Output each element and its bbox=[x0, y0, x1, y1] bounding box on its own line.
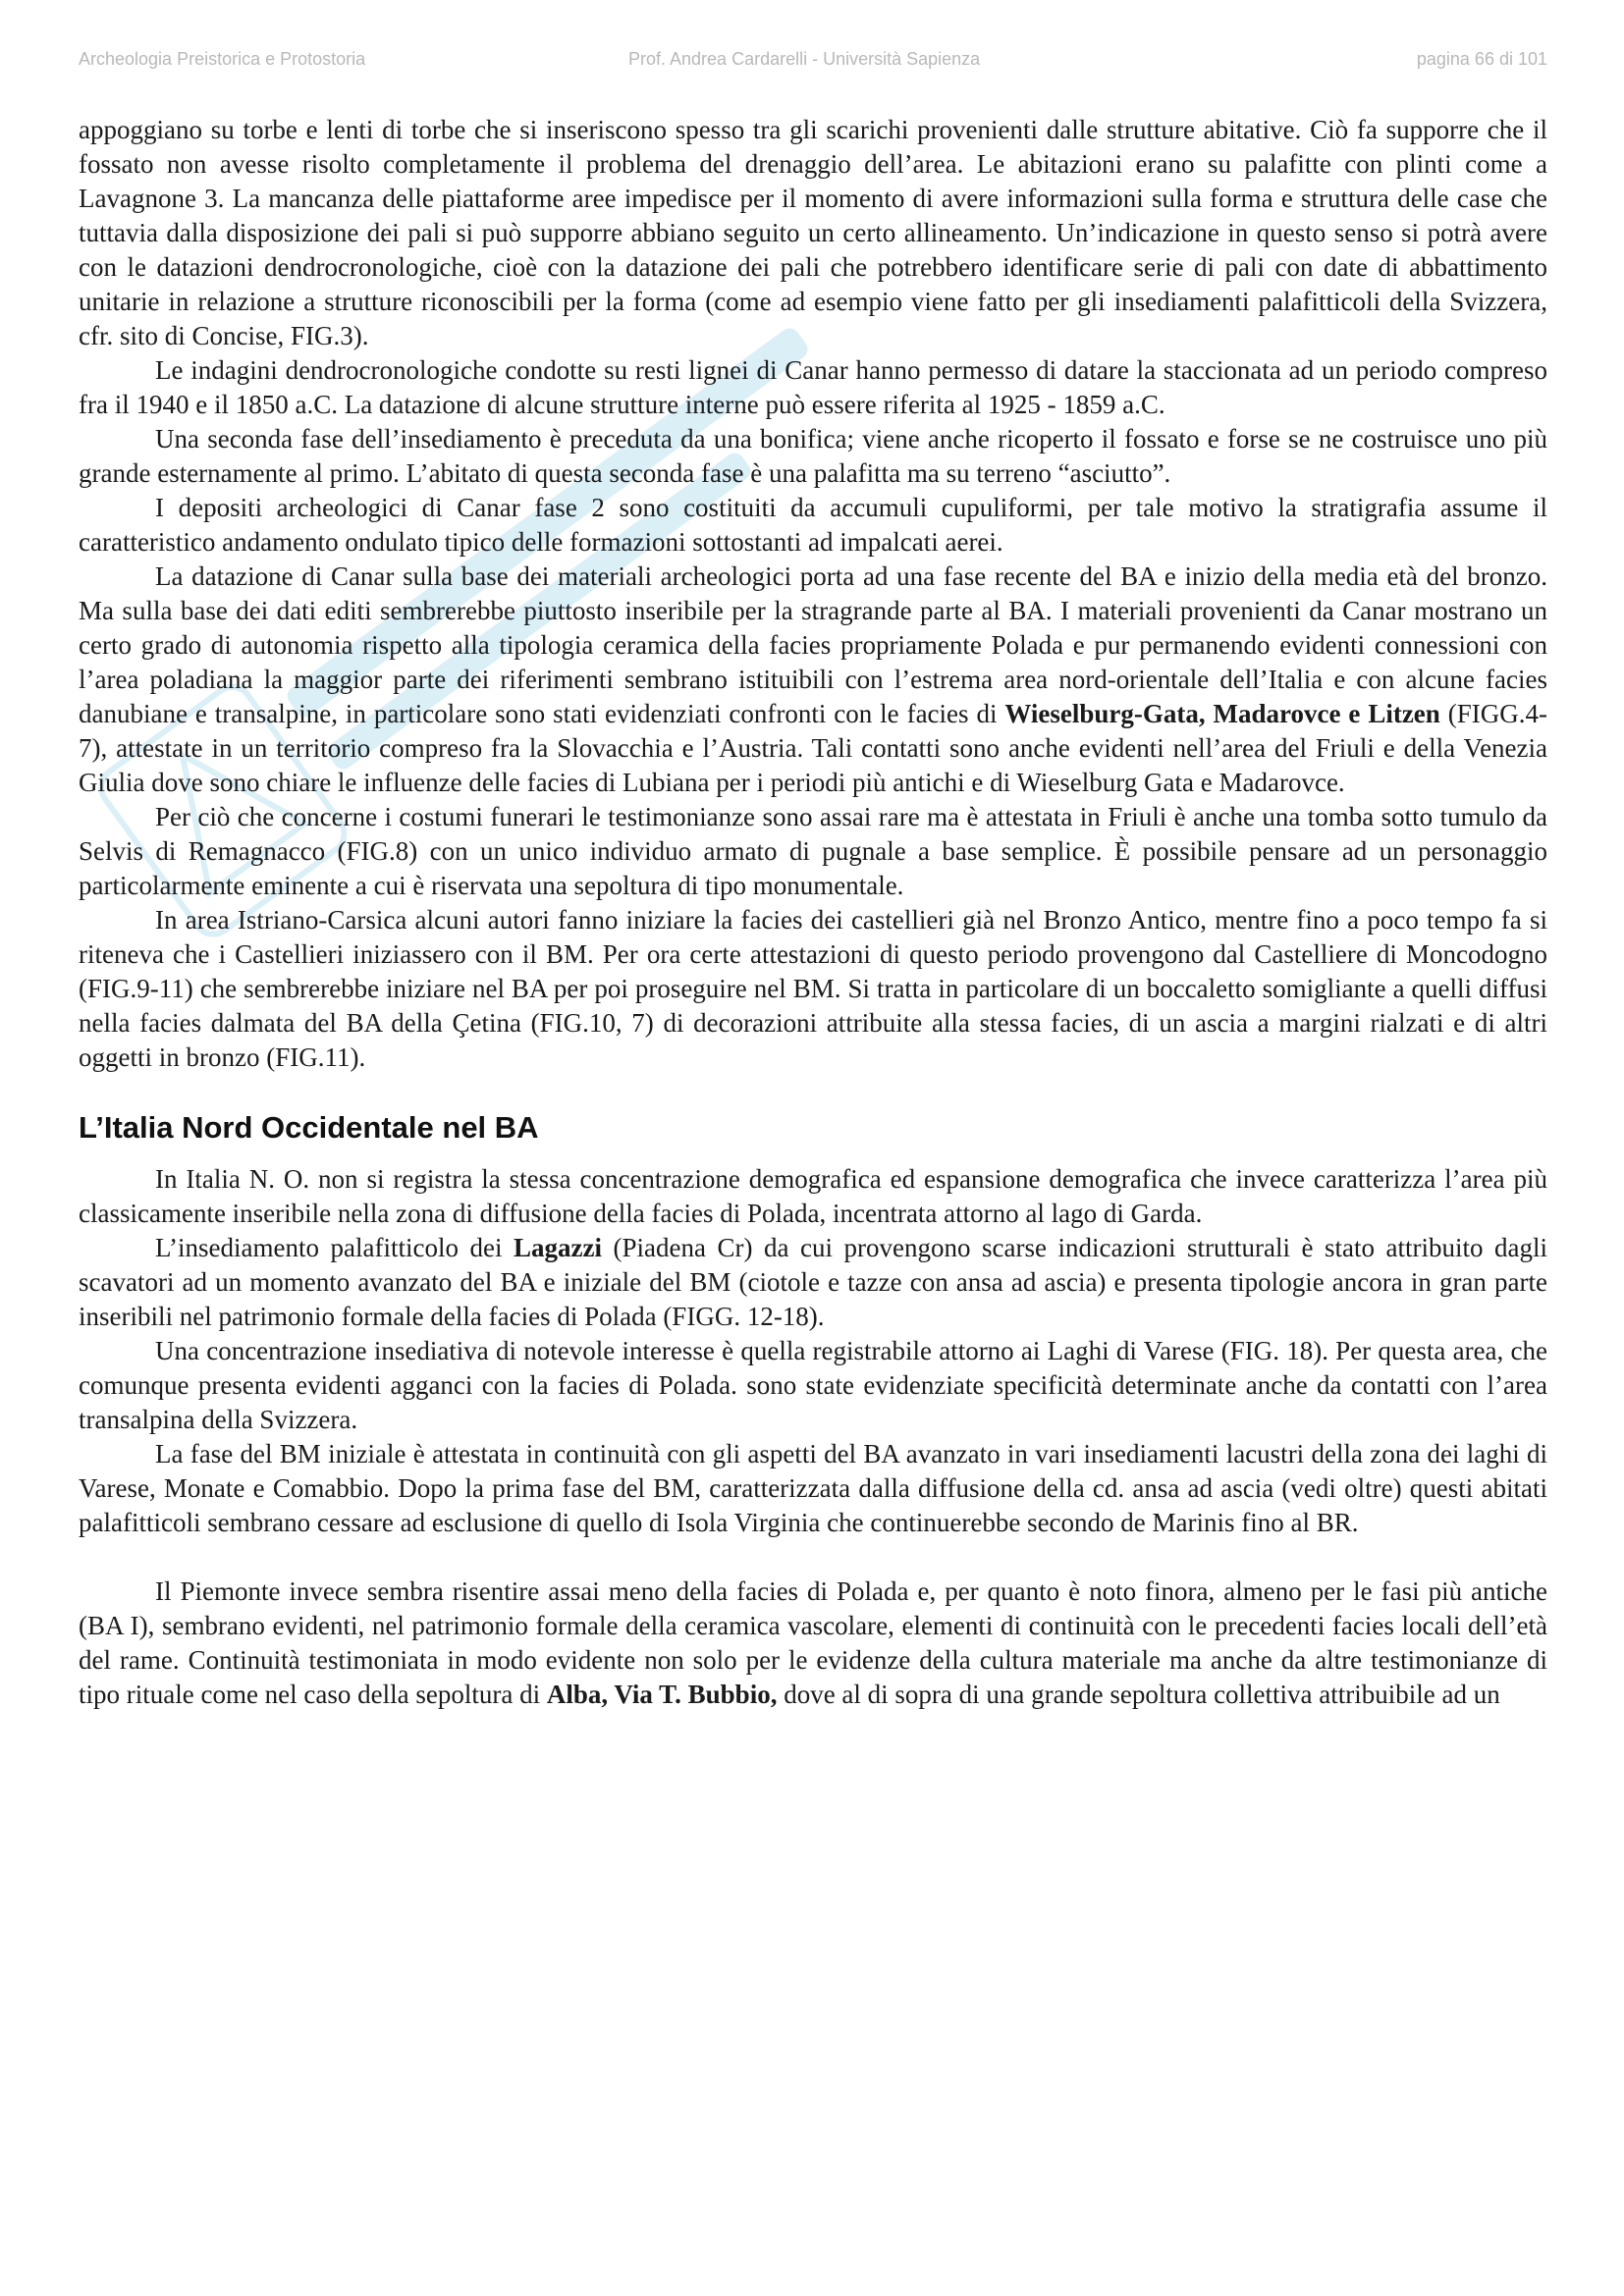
paragraph-text: L’insediamento palafitticolo dei bbox=[155, 1233, 514, 1262]
paragraph: Le indagini dendrocronologiche condotte su resti lignei di Canar hanno permesso di datare la staccionata ad un periodo compreso fra il 1940 e il 1850 a.C. La datazione di alcune strutture interne può essere riferita al 1925 - 1859 a.C. bbox=[79, 355, 1547, 419]
course-title: Archeologia Preistorica e Protostoria bbox=[79, 49, 366, 69]
paragraph bbox=[79, 1231, 1547, 1334]
page-header bbox=[79, 49, 1547, 79]
paragraph-text: La datazione di Canar sulla base dei materiali archeologici porta ad una fase recente del BA e inizio della media età del bronzo. Ma sulla base dei dati editi sembrerebbe piuttosto inseribile per la stragrande parte al BA. I materiali provenienti da Canar mostrano un certo grado di autonomia rispetto alla tipologia ceramica della facies propriamente Polada e pur permanendo evidenti connessioni con l’area poladiana la maggior parte dei riferimenti sembrano istituibili con l’estrema area nord-orientale dell’Italia e con alcune facies danubiane e transalpine, in particolare sono stati evidenziati confronti con le facies di bbox=[79, 561, 1547, 728]
paragraph: In area Istriano-Carsica alcuni autori fanno iniziare la facies dei castellieri già nel Bronzo Antico, mentre fino a poco tempo fa si riteneva che i Castellieri iniziassero con il BM. Per ora certe attestazioni di questo periodo provengono dal Castelliere di Moncodogno (FIG.9-11) che sembrerebbe iniziare nel BA per poi proseguire nel BM. Si tratta in particolare di un boccaletto somigliante a quelli diffusi nella facies dalmata del BA della Çetina (FIG.10, 7) di decorazioni attribuite alla stessa facies, di un ascia a margini rialzati e di altri oggetti in bronzo (FIG.11). bbox=[79, 905, 1547, 1072]
document-body bbox=[79, 113, 1547, 1712]
paragraph: appoggiano su torbe e lenti di torbe che si inseriscono spesso tra gli scarichi provenienti dalle strutture abitative. Ciò fa supporre che il fossato non avesse risolto completamente il problema del drenaggio dell’area. Le abitazioni erano su palafitte con plinti come a Lavagnone 3. La mancanza delle piattaforme aree impedisce per il momento di avere informazioni sulla forma e struttura delle case che tuttavia dalla disposizione dei pali si può supporre abbiano seguito un certo allineamento. Un’indicazione in questo senso si potrà avere con le datazioni dendrocronologiche, cioè con la datazione dei pali che potrebbero identificare serie di pali con date di abbattimento unitarie in relazione a strutture riconoscibili per la forma (come ad esempio viene fatto per gli insediamenti palafitticoli della Svizzera, cfr. sito di Concise, FIG.3). bbox=[79, 115, 1547, 350]
author-line: Prof. Andrea Cardarelli - Università Sapienza bbox=[628, 49, 981, 69]
paragraph: In Italia N. O. non si registra la stessa concentrazione demografica ed espansione demografica che invece caratterizza l’area più classicamente inseribile nella zona di diffusione della facies di Polada, incentrata attorno al lago di Garda. bbox=[79, 1164, 1547, 1228]
paragraph: La fase del BM iniziale è attestata in continuità con gli aspetti del BA avanzato in vari insediamenti lacustri della zona dei laghi di Varese, Monate e Comabbio. Dopo la prima fase del BM, caratterizzata dalla diffusione della cd. ansa ad ascia (vedi oltre) questi abitati palafitticoli sembrano cessare ad esclusione di quello di Isola Virginia che continuerebbe secondo de Marinis fino al BR. bbox=[79, 1439, 1547, 1537]
paragraph: Una seconda fase dell’insediamento è preceduta da una bonifica; viene anche ricoperto il fossato e forse se ne costruisce uno più grande esternamente al primo. L’abitato di questa seconda fase è una palafitta ma su terreno “asciutto”. bbox=[79, 424, 1547, 488]
section-heading: L’Italia Nord Occidentale nel BA bbox=[79, 1110, 539, 1145]
paragraph-text: (FIGG.4-7), attestate in un territorio compreso fra la Slovacchia e l’Austria. Tali contatti sono anche evidenti nell’area del Friuli e della Venezia Giulia dove sono chiare le influenze delle facies di Lubiana per i periodi più antichi e di Wieselburg Gata e Madarovce. bbox=[79, 699, 1547, 797]
paragraph-text: (Piadena Cr) da cui provengono scarse indicazioni strutturali è stato attribuito dagli scavatori ad un momento avanzato del BA e iniziale del BM (ciotole e tazze con ansa ad ascia) e presenta tipologie ancora in gran parte inseribili nel patrimonio formale della facies di Polada (FIGG. 12-18). bbox=[79, 1233, 1547, 1331]
bold-facies-names: Wieselburg-Gata, Madarovce e Litzen bbox=[1004, 699, 1440, 728]
bold-site-name: Lagazzi bbox=[513, 1233, 602, 1262]
bold-site-name: Alba, Via T. Bubbio, bbox=[546, 1680, 778, 1709]
paragraph: Per ciò che concerne i costumi funerari le testimonianze sono assai rare ma è attestata in Friuli è anche una tomba sotto tumulo da Selvis di Remagnacco (FIG.8) con un unico individuo armato di pugnale a base semplice. È possibile pensare ad un personaggio particolarmente eminente a cui è riservata una sepoltura di tipo monumentale. bbox=[79, 802, 1547, 900]
paragraph-text: dove al di sopra di una grande sepoltura collettiva attribuibile ad un bbox=[777, 1680, 1500, 1709]
paragraph-text: Il Piemonte invece sembra risentire assai meno della facies di Polada e, per quanto è noto finora, almeno per le fasi più antiche (BA I), sembrano evidenti, nel patrimonio formale della ceramica vascolare, elementi di continuità con le precedenti facies locali dell’età del rame. Continuità testimoniata in modo evidente non solo per le evidenze della cultura materiale ma anche da altre testimonianze di tipo rituale come nel caso della sepoltura di bbox=[79, 1576, 1547, 1709]
paragraph: Una concentrazione insediativa di notevole interesse è quella registrabile attorno ai Laghi di Varese (FIG. 18). Per questa area, che comunque presenta evidenti agganci con la facies di Polada. sono state evidenziate specificità determinate anche da contatti con l’area transalpina della Svizzera. bbox=[79, 1336, 1547, 1434]
paragraph bbox=[79, 560, 1547, 800]
paragraph: I depositi archeologici di Canar fase 2 sono costituiti da accumuli cupuliformi, per tale motivo la stratigrafia assume il caratteristico andamento ondulato tipico delle formazioni sottostanti ad impalcati aerei. bbox=[79, 493, 1547, 557]
page-number: pagina 66 di 101 bbox=[1416, 49, 1547, 69]
paragraph bbox=[79, 1575, 1547, 1712]
